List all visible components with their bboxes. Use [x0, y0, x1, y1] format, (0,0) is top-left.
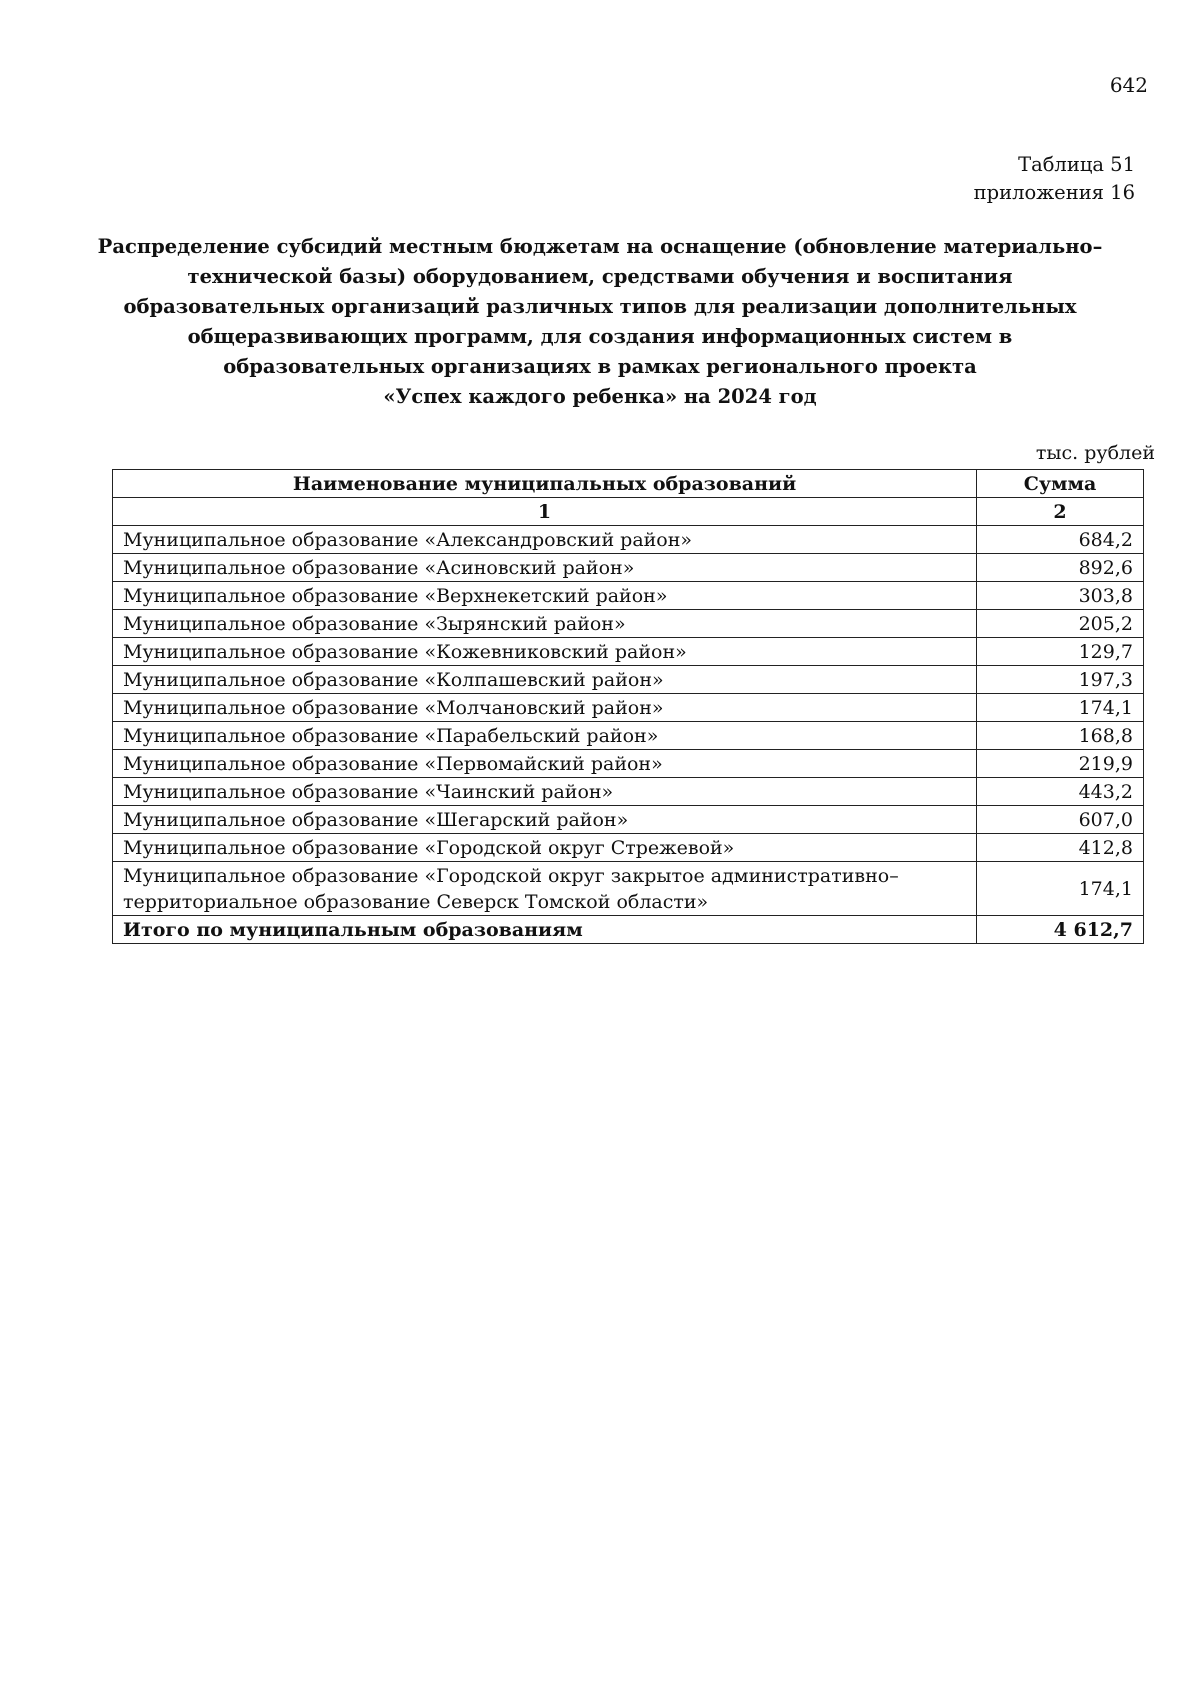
total-label: Итого по муниципальным образованиям — [113, 916, 977, 944]
amount-value: 205,2 — [977, 610, 1144, 638]
table-row — [113, 554, 1144, 582]
table-ref-line1: Таблица 51 — [1018, 153, 1135, 176]
table-row — [113, 750, 1144, 778]
amount-value: 443,2 — [977, 778, 1144, 806]
municipality-name: Муниципальное образование «Александровский район» — [113, 526, 977, 554]
units-label: тыс. рублей — [1035, 442, 1155, 464]
table-row — [113, 806, 1144, 834]
title-line: общеразвивающих программ, для создания информационных систем в — [187, 325, 1013, 348]
table-row — [113, 694, 1144, 722]
municipality-name: Муниципальное образование «Колпашевский район» — [113, 666, 977, 694]
header-name: Наименование муниципальных образований — [113, 470, 977, 498]
table-row — [113, 638, 1144, 666]
municipality-name: Муниципальное образование «Молчановский район» — [113, 694, 977, 722]
table-ref-line2: приложения 16 — [973, 181, 1135, 204]
table-row — [113, 526, 1144, 554]
municipality-name: Муниципальное образование «Шегарский район» — [113, 806, 977, 834]
municipality-name: Муниципальное образование «Верхнекетский район» — [113, 582, 977, 610]
municipality-name: Муниципальное образование «Чаинский район» — [113, 778, 977, 806]
amount-value: 303,8 — [977, 582, 1144, 610]
amount-value: 197,3 — [977, 666, 1144, 694]
amount-value: 892,6 — [977, 554, 1144, 582]
title-line: Распределение субсидий местным бюджетам на оснащение (обновление материально– — [97, 235, 1103, 258]
municipality-name: Муниципальное образование «Зырянский район» — [113, 610, 977, 638]
municipality-name: Муниципальное образование «Городской округ Стрежевой» — [113, 834, 977, 862]
amount-value: 174,1 — [977, 862, 1144, 916]
table-row — [113, 610, 1144, 638]
amount-value: 168,8 — [977, 722, 1144, 750]
amount-value: 412,8 — [977, 834, 1144, 862]
amount-value: 219,9 — [977, 750, 1144, 778]
municipality-name: Муниципальное образование «Асиновский район» — [113, 554, 977, 582]
amount-value: 684,2 — [977, 526, 1144, 554]
table-row — [113, 666, 1144, 694]
distribution-table — [112, 469, 1144, 944]
municipality-name: Муниципальное образование «Кожевниковский район» — [113, 638, 977, 666]
header-row — [113, 470, 1144, 498]
table-row — [113, 722, 1144, 750]
table-row — [113, 582, 1144, 610]
page-number: 642 — [1109, 73, 1148, 97]
table-reference — [974, 151, 1135, 207]
title-line: образовательных организациях в рамках регионального проекта — [223, 355, 977, 378]
document-title — [95, 232, 1105, 412]
table-row — [113, 862, 1144, 916]
amount-value: 129,7 — [977, 638, 1144, 666]
amount-value: 174,1 — [977, 694, 1144, 722]
municipality-name: Муниципальное образование «Первомайский район» — [113, 750, 977, 778]
title-line: «Успех каждого ребенка» на 2024 год — [383, 385, 817, 408]
header-amount: Сумма — [977, 470, 1144, 498]
total-row — [113, 916, 1144, 944]
column-number-row — [113, 498, 1144, 526]
title-line: технической базы) оборудованием, средствами обучения и воспитания — [187, 265, 1013, 288]
title-line: образовательных организаций различных типов для реализации дополнительных — [123, 295, 1077, 318]
amount-value: 607,0 — [977, 806, 1144, 834]
table-row — [113, 778, 1144, 806]
column-number: 1 — [113, 498, 977, 526]
total-amount: 4 612,7 — [977, 916, 1144, 944]
table-row — [113, 834, 1144, 862]
municipality-name: Муниципальное образование «Городской округ закрытое административно–территориальное образование Северск Томской области» — [113, 862, 977, 916]
column-number: 2 — [977, 498, 1144, 526]
municipality-name: Муниципальное образование «Парабельский район» — [113, 722, 977, 750]
